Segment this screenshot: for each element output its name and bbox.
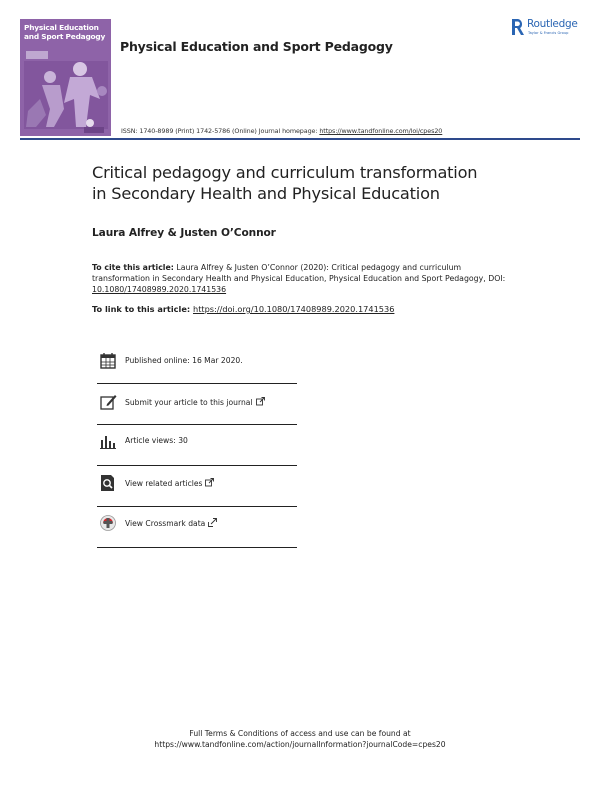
published-online-label: Published online: 16 Mar 2020. [125, 356, 243, 365]
citation-block [92, 262, 512, 295]
header-rule [20, 138, 580, 140]
journal-homepage-link[interactable]: https://www.tandfonline.com/loi/cpes20 [319, 127, 443, 135]
submit-article-label: Submit your article to this journal [125, 398, 253, 407]
issn-text: ISSN: 1740-8989 (Print) 1742-5786 (Online) Journal homepage: [121, 127, 320, 135]
crossmark-link[interactable] [125, 518, 217, 528]
issn-line [121, 127, 442, 135]
external-link-icon [208, 518, 217, 527]
info-divider [97, 547, 297, 548]
article-doi-link[interactable]: https://doi.org/10.1080/17408989.2020.1741536 [193, 304, 395, 314]
related-articles-label: View related articles [125, 479, 203, 488]
journal-title: Physical Education and Sport Pedagogy [120, 39, 393, 54]
info-divider [97, 506, 297, 507]
info-divider [97, 465, 297, 466]
external-link-icon [205, 478, 214, 487]
article-views-row [97, 432, 297, 452]
article-title [92, 162, 562, 204]
crossmark-row[interactable] [97, 514, 297, 534]
submit-article-link[interactable] [125, 397, 265, 407]
link-label: To link to this article: [92, 304, 193, 314]
cover-title-line1: Physical Education [24, 23, 99, 32]
info-divider [97, 424, 297, 425]
crossmark-label: View Crossmark data [125, 519, 206, 528]
related-articles-row[interactable] [97, 474, 297, 494]
citation-label: To cite this article: [92, 263, 174, 272]
search-document-icon [99, 474, 117, 492]
citation-text: Laura Alfrey & Justen O’Connor (2020): Critical pedagogy and curriculum transformation in Secondary Health and Physical Education, Physical Education and Sport Pedagogy, DOI: [92, 263, 506, 283]
article-title-line2: in Secondary Health and Physical Education [92, 184, 440, 203]
info-divider [97, 383, 297, 384]
footer-terms [100, 728, 500, 750]
edit-icon [99, 393, 117, 411]
calendar-icon [99, 352, 117, 370]
footer-terms-link[interactable]: https://www.tandfonline.com/action/journalInformation?journalCode=cpes20 [154, 740, 446, 749]
article-link-row [92, 304, 394, 314]
publisher-logo[interactable] [510, 17, 588, 41]
bar-chart-icon [99, 432, 117, 450]
cover-artwork [20, 19, 111, 136]
crossmark-icon [99, 514, 117, 532]
publisher-tagline: Taylor & Francis Group [528, 31, 569, 35]
citation-doi-link[interactable]: 10.1080/17408989.2020.1741536 [92, 285, 227, 294]
article-authors: Laura Alfrey & Justen O’Connor [92, 227, 276, 239]
article-views-label: Article views: 30 [125, 436, 188, 445]
submit-article-row[interactable] [97, 393, 297, 413]
external-link-icon [256, 397, 265, 406]
journal-cover [20, 19, 111, 136]
routledge-r-icon [510, 17, 524, 37]
related-articles-link[interactable] [125, 478, 214, 488]
cover-title-line2: and Sport Pedagogy [24, 32, 106, 41]
publisher-name: Routledge [527, 18, 578, 30]
published-online-row [97, 352, 297, 372]
article-title-line1: Critical pedagogy and curriculum transformation [92, 163, 478, 182]
footer-terms-text: Full Terms & Conditions of access and use can be found at [189, 729, 411, 738]
